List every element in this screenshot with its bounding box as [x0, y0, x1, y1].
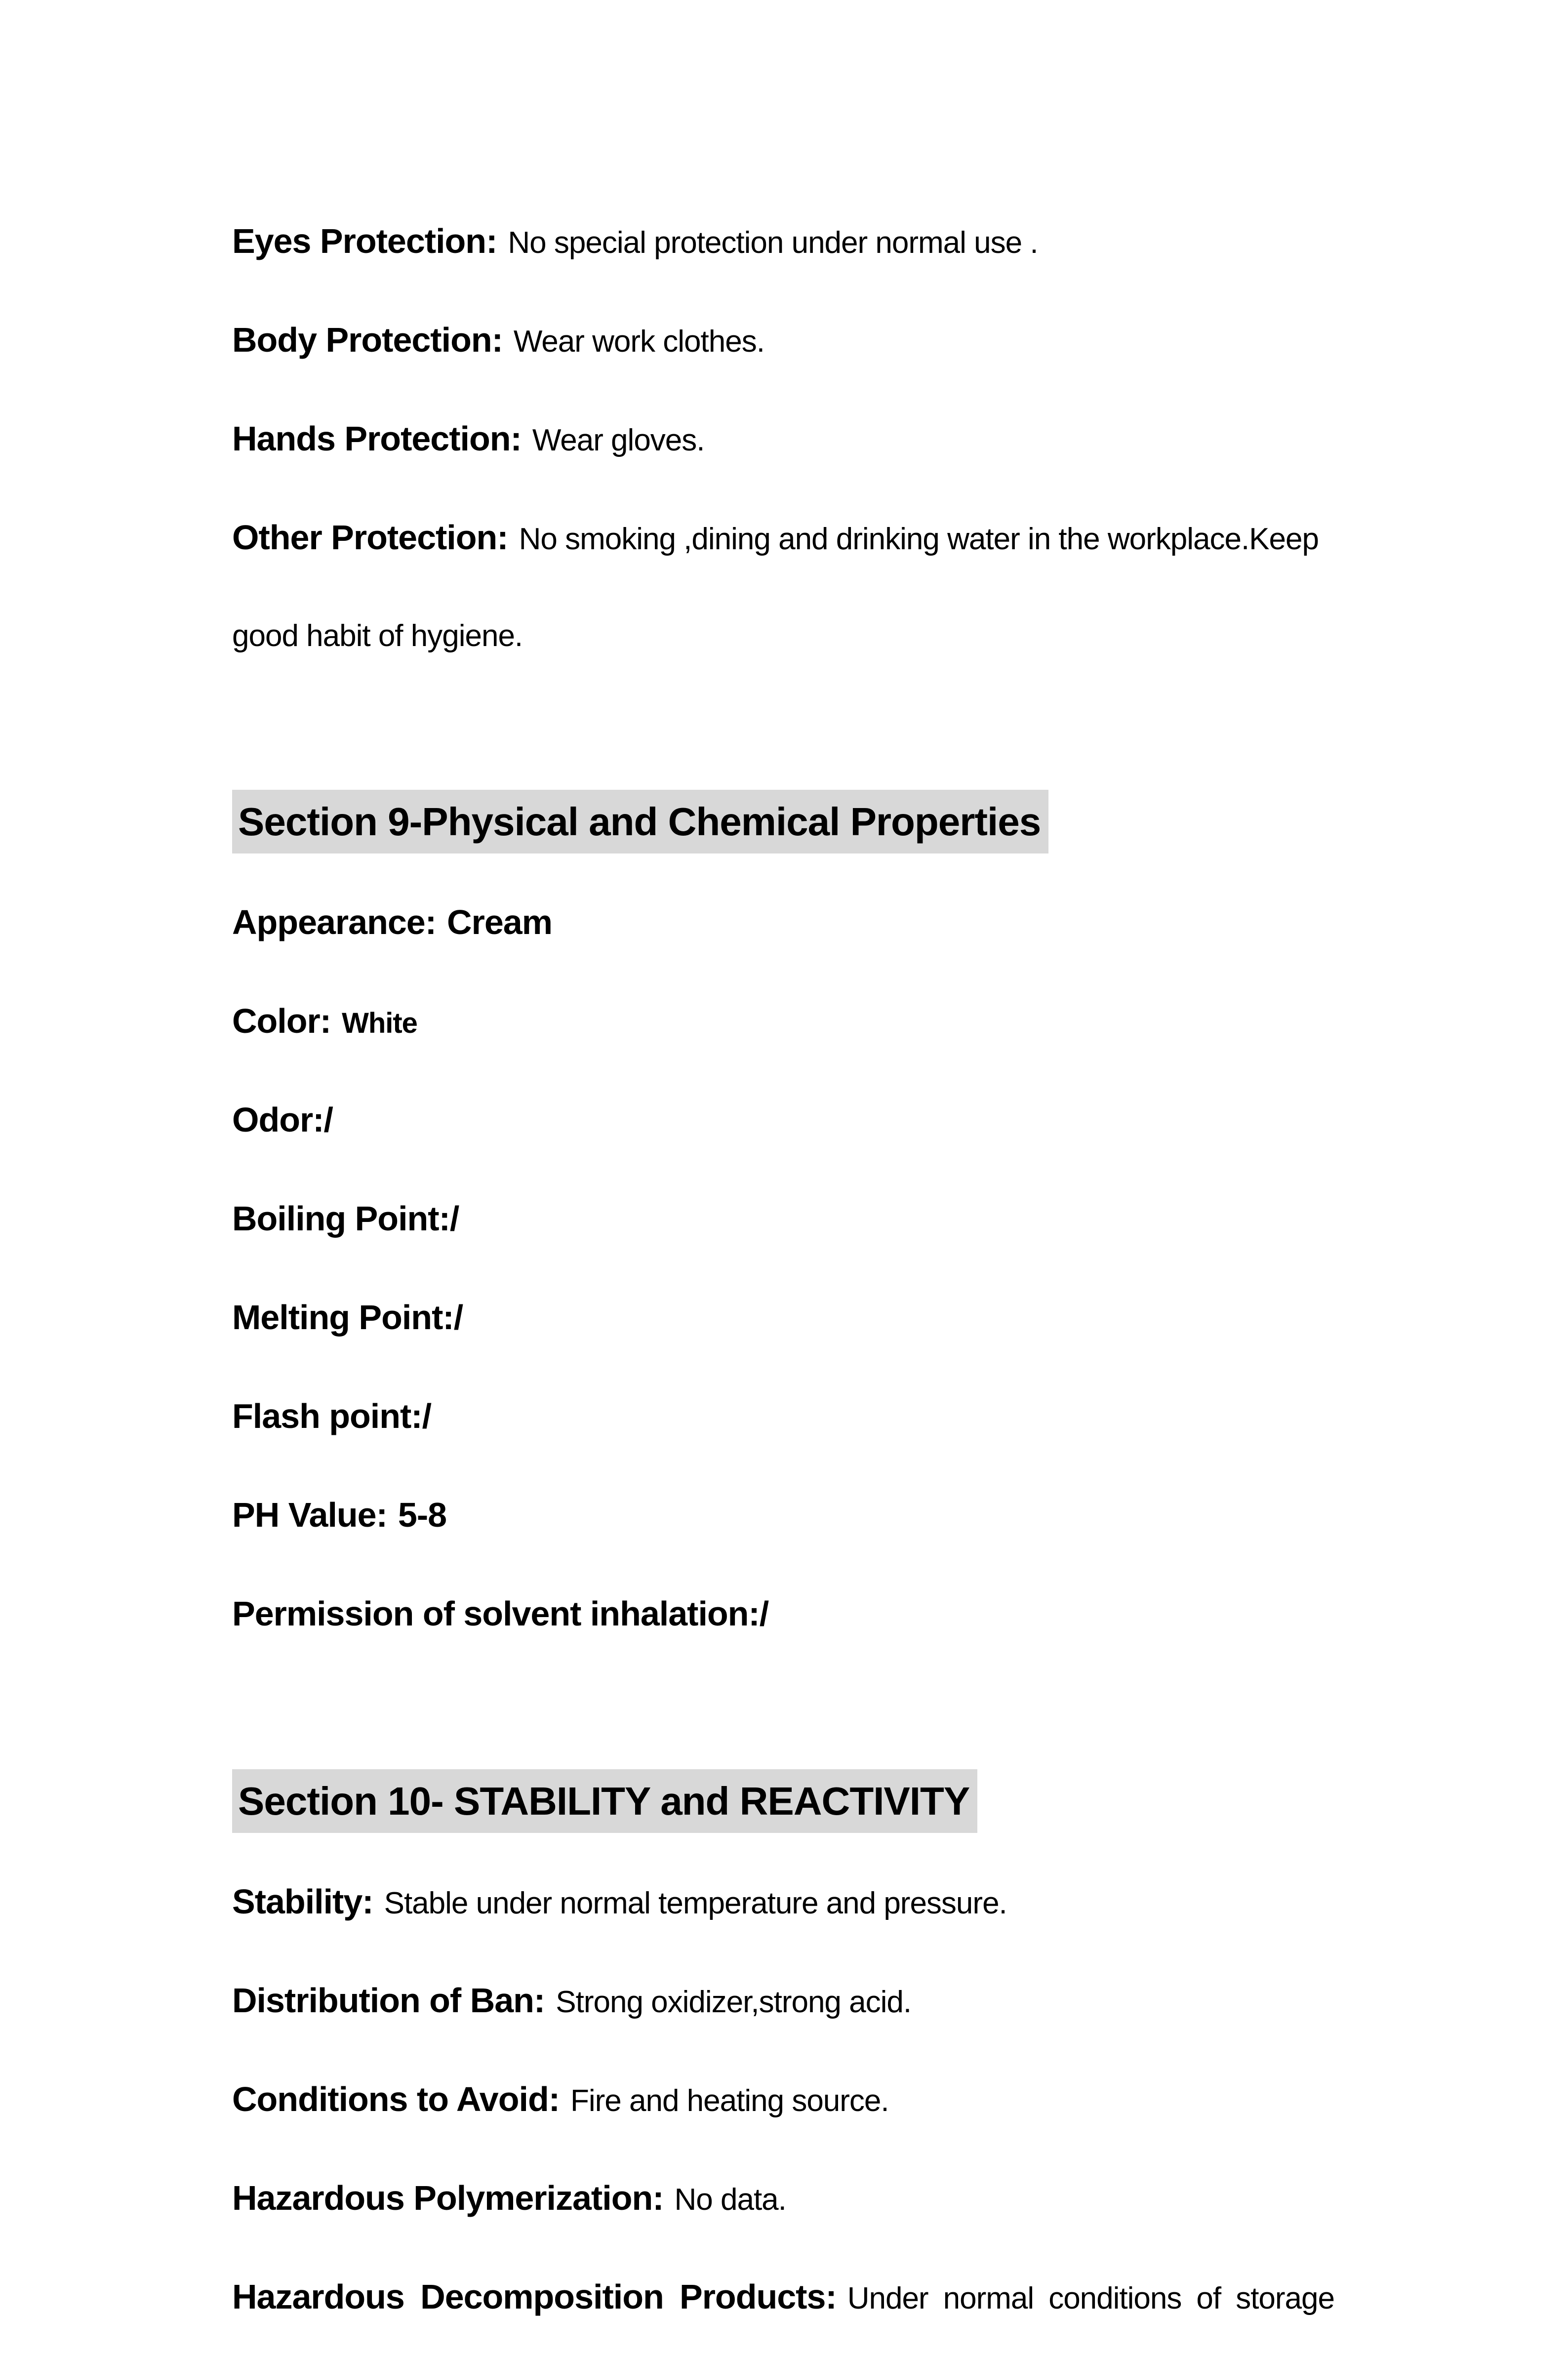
field-row-boiling-point: [232, 1178, 1334, 1269]
field-label-hands-protection: Hands Protection:: [232, 419, 522, 458]
field-row-hazardous-decomposition: [232, 2256, 1334, 2347]
field-label-odor: Odor:/: [232, 1100, 333, 1139]
page-content: [232, 193, 1334, 2355]
blank-line: [232, 692, 1334, 773]
field-label-hazardous-decomposition: Hazardous Decomposition Products:: [232, 2277, 837, 2316]
field-row-other-protection-continuation: [232, 596, 1334, 685]
field-row-appearance: [232, 882, 1334, 973]
field-value-body-protection: Wear work clothes.: [513, 325, 764, 359]
field-value-appearance: Cream: [447, 903, 552, 941]
field-label-distribution-of-ban: Distribution of Ban:: [232, 1981, 545, 2020]
field-label-melting-point: Melting Point:/: [232, 1298, 463, 1337]
field-value-hazardous-decomposition: Under normal conditions of storage: [847, 2281, 1334, 2315]
field-value-hands-protection: Wear gloves.: [532, 423, 705, 457]
field-label-flash-point: Flash point:/: [232, 1397, 432, 1435]
field-value-ph-value: 5-8: [398, 1496, 447, 1534]
field-row-solvent-inhalation: [232, 1573, 1334, 1664]
field-row-body-protection: [232, 299, 1334, 390]
section-9-heading: Section 9-Physical and Chemical Properties: [232, 790, 1048, 853]
field-value-conditions-to-avoid: Fire and heating source.: [570, 2084, 889, 2118]
field-label-ph-value: PH Value:: [232, 1496, 387, 1534]
field-value-distribution-of-ban: Strong oxidizer,strong acid.: [556, 1985, 912, 2019]
field-label-color: Color:: [232, 1002, 331, 1040]
section-10-heading-row: [232, 1761, 1334, 1853]
field-value-hazardous-polymerization: No data.: [674, 2183, 786, 2217]
blank-line: [232, 1672, 1334, 1753]
field-label-conditions-to-avoid: Conditions to Avoid:: [232, 2080, 560, 2118]
field-value-other-protection-continuation: good habit of hygiene.: [232, 619, 523, 653]
field-label-appearance: Appearance:: [232, 903, 437, 941]
field-value-color: White: [342, 1007, 417, 1039]
field-row-other-protection: [232, 497, 1334, 588]
section-10-heading: Section 10- STABILITY and REACTIVITY: [232, 1769, 977, 1833]
field-row-hazardous-polymerization: [232, 2157, 1334, 2248]
field-value-eyes-protection: No special protection under normal use .: [508, 226, 1038, 260]
field-row-eyes-protection: [232, 201, 1334, 291]
field-label-other-protection: Other Protection:: [232, 518, 508, 557]
field-label-hazardous-polymerization: Hazardous Polymerization:: [232, 2179, 664, 2217]
field-row-color: [232, 980, 1334, 1071]
field-row-flash-point: [232, 1376, 1334, 1466]
field-value-stability: Stable under normal temperature and pressure.: [384, 1886, 1007, 1920]
field-label-solvent-inhalation: Permission of solvent inhalation:/: [232, 1594, 769, 1633]
field-label-eyes-protection: Eyes Protection:: [232, 222, 497, 260]
field-row-stability: [232, 1861, 1334, 1952]
section-9-heading-row: [232, 781, 1334, 874]
field-row-distribution-of-ban: [232, 1960, 1334, 2051]
field-label-stability: Stability:: [232, 1882, 373, 1921]
field-value-other-protection: No smoking ,dining and drinking water in the workplace.Keep: [519, 522, 1319, 556]
field-label-body-protection: Body Protection:: [232, 321, 503, 359]
field-row-hands-protection: [232, 398, 1334, 489]
field-row-odor: [232, 1079, 1334, 1170]
field-row-melting-point: [232, 1277, 1334, 1368]
field-row-conditions-to-avoid: [232, 2059, 1334, 2150]
field-label-boiling-point: Boiling Point:/: [232, 1199, 459, 1238]
field-row-ph-value: [232, 1474, 1334, 1565]
